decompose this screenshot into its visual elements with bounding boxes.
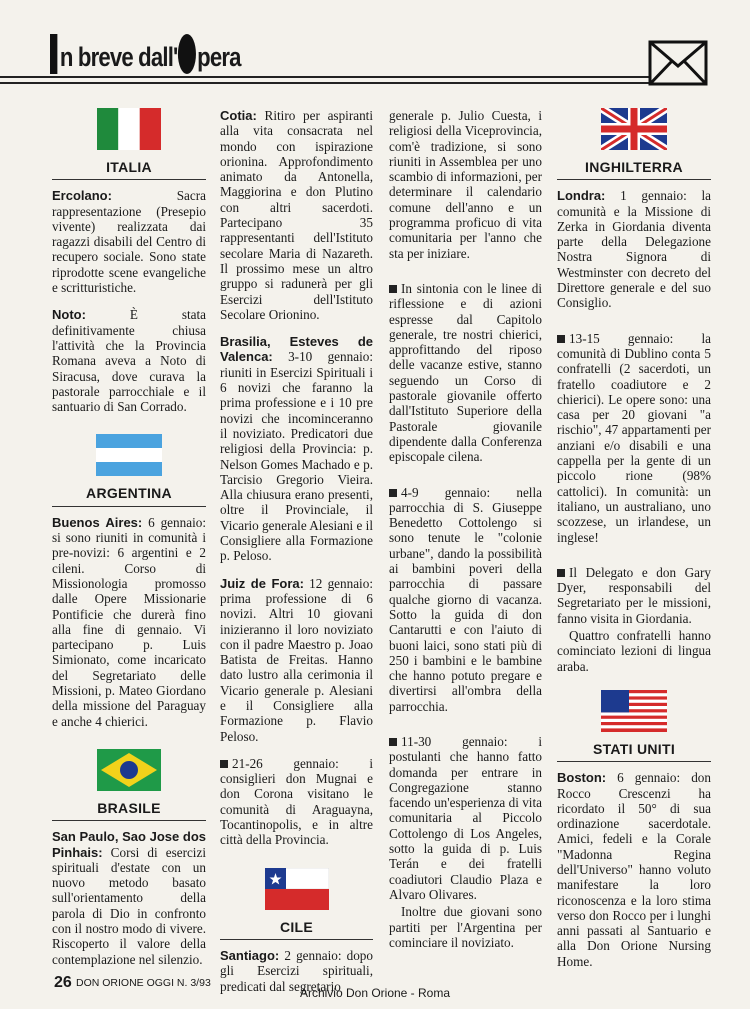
- news-brasilia: Brasilia, Esteves de Valenca: 3-10 gennaio: riuniti in Esercizi Spirituali i 6 novizi che faranno la prima professione e i 10 pre novizi che incominceranno il noviziato. Predicatori due religiosi della Provincia: p. Nelson Gomes Machado e p. Tarcisio Gregorio Vieira. Alla chiusura erano presenti, oltre il Provinciale, il Vicario generale Alesiani e il Consigliere alla Formazione p. Peloso.: [220, 334, 373, 564]
- uk-flag-icon: [601, 108, 667, 150]
- title-part-1: n breve dall': [59, 42, 178, 72]
- bullet-square: [389, 285, 397, 293]
- news-san-paulo: San Paulo, Sao Jose dos Pinhais: Corsi di esercizi spirituali d'estate con un nuovo metodo basato sull'orientamento della parola di Dio in confronto con il nostro modo di vivere. Riscoperto il valore della contemplazione nel silenzio.: [52, 829, 206, 967]
- bullet-square: [389, 489, 397, 497]
- flag-cile: [220, 868, 373, 914]
- news-postulanti: 11-30 gennaio: i postulanti che hanno fatto domanda per entrare in Congregazione stanno facendo un'esperienza di vita comunitaria al Piccolo Cottolengo di Los Angeles, sotto la guida di p. Luis Terán e dei fratelli coadiutori Claudio Plaza e Alvaro Olivares.: [389, 733, 542, 902]
- country-heading-argentina: ARGENTINA: [52, 480, 206, 506]
- italy-flag-icon: [97, 108, 161, 150]
- column-1: [52, 108, 206, 979]
- news-boston: Boston: 6 gennaio: don Rocco Crescenzi ha ricordato il 50° di sua ordinazione sacerdotale. Amici, fedeli e la Corale "Madonna Regina dell'Universo" hanno voluto manifestare la loro riconoscenza e la loro stima verso don Rocco per i lunghi anni passati al Santuario e alla Don Orione Nursing Home.: [557, 770, 711, 969]
- news-cotia: Cotia: Ritiro per aspiranti alla vita consacrata nel mondo con ispirazione orionina. Approfondimento animato da Antonella, Maggiorina e don Plutino con altri sacerdoti. Partecipano 35 rappresentanti dell'Istituto secolare Maria di Nazareth. Il prossimo mese un altro gruppo si radunerà per gli Esercizi dell'Istituto Secolare Orionino.: [220, 108, 373, 322]
- bullet-square: [557, 335, 565, 343]
- news-noviziato-argentina: Inoltre due giovani sono partiti per l'Argentina per cominciare il noviziato.: [389, 904, 542, 950]
- bullet-square: [220, 760, 228, 768]
- column-4: [557, 108, 711, 981]
- news-consiglieri-visit: 21-26 gennaio: i consiglieri don Mugnai e don Corona visitano le comunità di Araguayna, Tocantinopolis, e in altre città della Provincia.: [220, 755, 373, 848]
- news-colonie-urbane: 4-9 gennaio: nella parrocchia di S. Giuseppe Benedetto Cottolengo si sono tenute le "colonie urbane", dando la possibilità ai bambini poveri della parrocchia di passare qualche giorno di vacanza. Sotto la guida di don Cantarutti e con l'aiuto di buoni laici, sono stati più di 250 i bambini e le bambine che hanno potuto pregare e divertirsi all'ombra della parrocchia.: [389, 484, 542, 714]
- title-i-bar: [50, 34, 57, 74]
- page-number: 26: [54, 974, 72, 991]
- argentina-flag-icon: [96, 434, 162, 476]
- magazine-issue: DON ORIONE OGGI N. 3/93: [76, 977, 211, 989]
- bullet-square: [389, 738, 397, 746]
- flag-italia: [52, 108, 206, 154]
- news-juiz-de-fora: Juiz de Fora: 12 gennaio: prima professione di 6 novizi. Altri 10 giovani inizieranno il loro noviziato con il padre Maestro p. Joao Batista de Freitas. Hanno dato lustro alla cerimonia il Vicario generale p. Alesiani e il Consigliere alla Formazione p. Flavio Peloso.: [220, 575, 373, 744]
- country-heading-inghilterra: INGHILTERRA: [557, 154, 711, 180]
- column-3: [389, 108, 542, 962]
- page-title: [50, 34, 241, 74]
- flag-argentina: [52, 434, 206, 480]
- envelope-icon: [648, 40, 708, 86]
- news-pastorale-giovanile: In sintonia con le linee di riflessione e di azioni espresse dal Capitolo generale, tre nostri chierici, approfittando del riposo delle vacanze estive, stanno seguendo un Corso di pastorale giovanile offerto dall'Istituto Superiore della Pastorale giovanile dipendente dalla Conferenza episcopale cilena.: [389, 280, 542, 465]
- archive-credit: Archivio Don Orione - Roma: [299, 986, 451, 1000]
- news-noto: Noto: È stata definitivamente chiusa l'attività che la Provincia Romana aveva a Noto di Siracusa, dove curava la pastorale parrocchiale e il santuario di San Corrado.: [52, 307, 206, 415]
- header-rule-bottom: [0, 82, 655, 84]
- column-2: [220, 108, 373, 1006]
- title-o-ring: [178, 34, 196, 74]
- brazil-flag-icon: [97, 749, 161, 791]
- flag-brasile: [52, 749, 206, 795]
- country-heading-cile: CILE: [220, 914, 373, 940]
- country-heading-stati-uniti: STATI UNITI: [557, 736, 711, 762]
- news-ercolano: Ercolano: Sacra rappresentazione (Presepio vivente) realizzata dai ragazzi disabili del Centro di recupero sociale. Sono state riprodotte scene evangeliche e scritturistiche.: [52, 188, 206, 296]
- news-lingua-araba: Quattro confratelli hanno cominciato lezioni di lingua araba.: [557, 628, 711, 674]
- news-dublino: 13-15 gennaio: la comunità di Dublino conta 5 confratelli (2 sacerdoti, un fratello coadiutore e 2 chierici). Le opere sono: una casa per 20 giovani "a rischio", 47 appartamenti per anziani e/o disabili e una cappella per la gente di un piccolo rione (98% cattolici). In comunità: un italiano, un australiano, uno scozzese, un irlandese, un inglese!: [557, 330, 711, 545]
- news-buenos-aires: Buenos Aires: 6 gennaio: si sono riuniti in comunità i pre-novizi: 6 argentini e 2 cileni. Corso di Missionologia promosso dalle Opere Missionarie Pontificie che durerà fino alla fine di gennaio. Vi partecipano p. Luis Simionato, come incaricato del Segretariato delle Missioni, p. Mateo Giordano della missione del Paraguay e anche 4 chierici.: [52, 514, 206, 729]
- news-assemblea: generale p. Julio Cuesta, i religiosi della Viceprovincia, com'è tradizione, si sono riuniti in Assemblea per uno scambio di informazioni, per determinare il calendario comune dell'anno e un programma proficuo di vita comunitaria per l'anno che sta per iniziare.: [389, 108, 542, 261]
- news-delegato: Il Delegato e don Gary Dyer, responsabili del Segretariato per le missioni, fanno visita in Giordania.: [557, 564, 711, 626]
- title-part-2: pera: [197, 42, 241, 72]
- usa-flag-icon: [601, 690, 667, 732]
- country-heading-brasile: BRASILE: [52, 795, 206, 821]
- country-heading-italia: ITALIA: [52, 154, 206, 180]
- flag-inghilterra: [557, 108, 711, 154]
- bullet-square: [557, 569, 565, 577]
- news-santiago: Santiago: 2 gennaio: dopo gli Esercizi spirituali, predicati dal segretario: [220, 947, 373, 994]
- news-londra: Londra: 1 gennaio: la comunità e la Missione di Zerka in Giordania diventa parte della Delegazione Nostra Signora di Westminster con decreto del Direttore generale e del suo Consiglio.: [557, 188, 711, 311]
- flag-stati-uniti: [557, 690, 711, 736]
- chile-flag-icon: [265, 868, 329, 910]
- header-rule-top: [0, 76, 655, 78]
